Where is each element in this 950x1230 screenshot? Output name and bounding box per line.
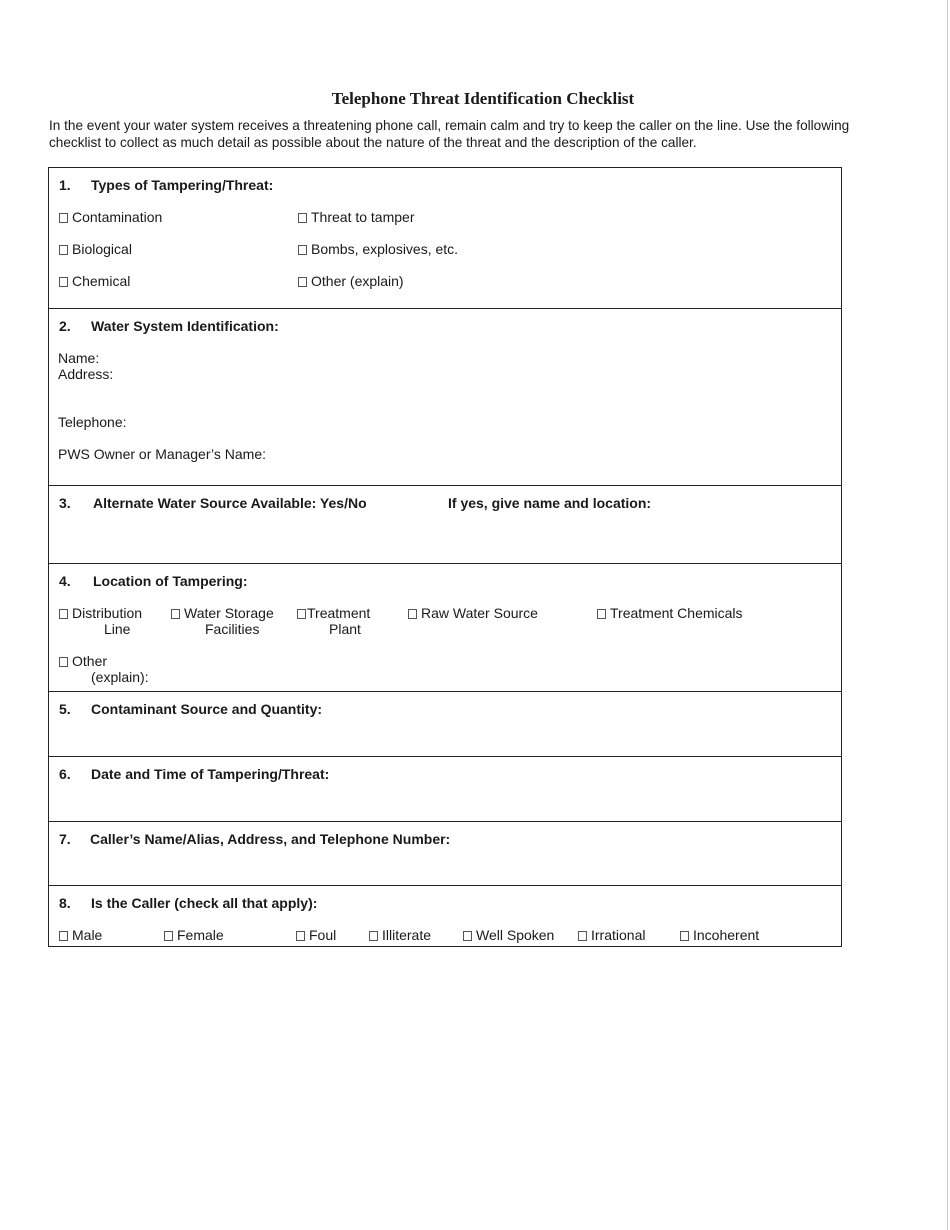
- option-label: Bombs, explosives, etc.: [311, 241, 459, 257]
- checkbox-icon: [59, 931, 68, 941]
- section-6-heading: Date and Time of Tampering/Threat:: [91, 766, 330, 782]
- option-label: Male: [72, 927, 103, 943]
- section-8-heading: Is the Caller (check all that apply):: [91, 895, 318, 911]
- option-label: Chemical: [72, 273, 131, 289]
- option-label: Treatment: [307, 605, 371, 621]
- option-label: Distribution: [72, 605, 143, 621]
- option-illiterate[interactable]: [369, 927, 431, 943]
- scan-edge-line: [947, 0, 948, 1230]
- option-label: Illiterate: [382, 927, 432, 943]
- option-male[interactable]: [59, 927, 102, 943]
- section-2-heading: Water System Identification:: [91, 318, 279, 334]
- checklist-form: [48, 167, 842, 947]
- checkbox-icon: [296, 931, 305, 941]
- section-5-number: 5.: [59, 701, 71, 717]
- section-7-number: 7.: [59, 831, 71, 847]
- page-title: Telephone Threat Identification Checklist: [331, 89, 635, 108]
- checkbox-icon: [298, 245, 307, 255]
- checkbox-icon: [597, 609, 606, 619]
- option-irrational[interactable]: [578, 927, 645, 943]
- address-label: Address:: [58, 366, 114, 382]
- checkbox-icon: [171, 609, 180, 619]
- checkbox-icon: [59, 213, 68, 223]
- option-well-spoken[interactable]: [463, 927, 554, 943]
- section-8-number: 8.: [59, 895, 71, 911]
- checkbox-icon: [59, 245, 68, 255]
- option-treatment-chemicals[interactable]: [597, 605, 743, 621]
- option-female[interactable]: [164, 927, 224, 943]
- option-label: Other (explain): [311, 273, 404, 289]
- checkbox-icon: [578, 931, 587, 941]
- option-label: Water Storage: [184, 605, 274, 621]
- option-label: Female: [177, 927, 224, 943]
- section-1-heading: Types of Tampering/Threat:: [91, 177, 274, 193]
- option-incoherent[interactable]: [680, 927, 759, 943]
- option-biological[interactable]: [59, 241, 132, 257]
- telephone-label: Telephone:: [58, 414, 127, 430]
- option-label: Foul: [309, 927, 337, 943]
- option-label: Biological: [72, 241, 132, 257]
- checkbox-icon: [680, 931, 689, 941]
- section-3-heading: Alternate Water Source Available: Yes/No: [93, 495, 367, 511]
- option-distribution-line[interactable]: [59, 605, 142, 621]
- option-label: Treatment Chemicals: [610, 605, 743, 621]
- option-other-explain[interactable]: [298, 273, 404, 289]
- intro-paragraph: In the event your water system receives a threatening phone call, remain calm and try to keep the caller on the line. Use the following checklist to collect as much detail as possible about the nature of the threat and the description of the caller.: [49, 118, 850, 150]
- checkbox-icon: [297, 609, 306, 619]
- option-raw-water-source[interactable]: [408, 605, 538, 621]
- section-2: [49, 308, 841, 486]
- section-1: [49, 168, 841, 308]
- section-5: [49, 691, 841, 757]
- section-7: [49, 821, 841, 886]
- option-label-line2: Line: [104, 621, 131, 637]
- option-label: Incoherent: [693, 927, 760, 943]
- section-7-heading: Caller’s Name/Alias, Address, and Telephone Number:: [90, 831, 451, 847]
- section-6: [49, 756, 841, 822]
- section-6-number: 6.: [59, 766, 71, 782]
- option-threat-to-tamper[interactable]: [298, 209, 415, 225]
- section-3: [49, 485, 841, 564]
- option-water-storage[interactable]: [171, 605, 274, 621]
- checkbox-icon: [59, 657, 68, 667]
- option-label: Threat to tamper: [311, 209, 415, 225]
- checkbox-icon: [369, 931, 378, 941]
- checkbox-icon: [59, 277, 68, 287]
- option-label-line2: Facilities: [205, 621, 260, 637]
- name-label: Name:: [58, 350, 100, 366]
- section-2-number: 2.: [59, 318, 71, 334]
- section-1-number: 1.: [59, 177, 71, 193]
- option-other[interactable]: [59, 653, 107, 669]
- option-bombs[interactable]: [298, 241, 458, 257]
- option-label: Contamination: [72, 209, 163, 225]
- section-5-heading: Contaminant Source and Quantity:: [91, 701, 323, 717]
- section-4-heading: Location of Tampering:: [93, 573, 248, 589]
- option-treatment-plant[interactable]: [297, 605, 370, 621]
- option-contamination[interactable]: [59, 209, 162, 225]
- checkbox-icon: [408, 609, 417, 619]
- checkbox-icon: [59, 609, 68, 619]
- section-4-number: 4.: [59, 573, 71, 589]
- section-8: [49, 885, 841, 948]
- checkbox-icon: [298, 277, 307, 287]
- option-label: Well Spoken: [476, 927, 555, 943]
- option-label: Other: [72, 653, 108, 669]
- section-3-number: 3.: [59, 495, 71, 511]
- option-foul[interactable]: [296, 927, 336, 943]
- option-label-line2: (explain):: [91, 669, 149, 685]
- option-label-line2: Plant: [329, 621, 361, 637]
- section-4: [49, 563, 841, 692]
- option-label: Raw Water Source: [421, 605, 538, 621]
- owner-label: PWS Owner or Manager’s Name:: [58, 446, 266, 462]
- checkbox-icon: [164, 931, 173, 941]
- if-yes-label: If yes, give name and location:: [448, 495, 652, 511]
- checkbox-icon: [463, 931, 472, 941]
- option-chemical[interactable]: [59, 273, 130, 289]
- checkbox-icon: [298, 213, 307, 223]
- option-label: Irrational: [591, 927, 646, 943]
